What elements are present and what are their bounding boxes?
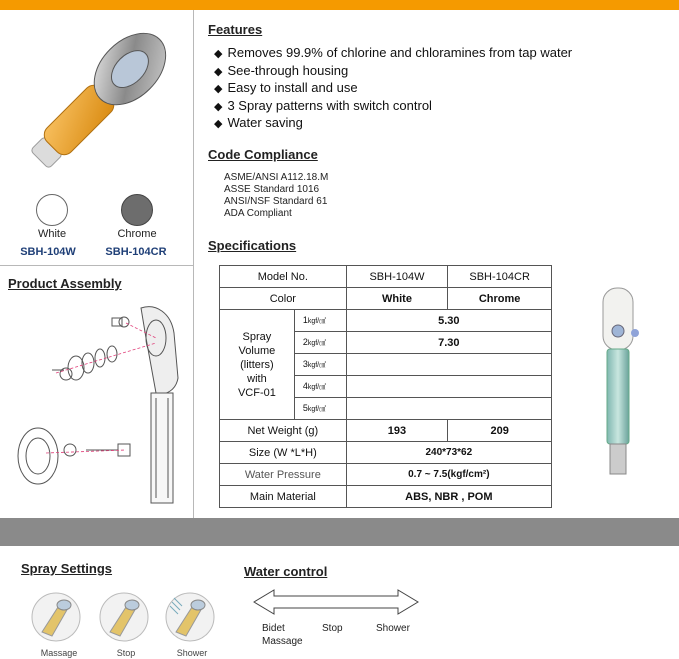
spray-volume-label-cell	[220, 310, 295, 420]
features-list	[214, 45, 572, 133]
pressure-value: 3	[302, 359, 308, 369]
feature-item: ◆ Easy to install and use	[214, 80, 572, 98]
model-cr-cell: SBH-104CR	[448, 266, 552, 288]
compliance-item: ASME/ANSI A112.18.M	[224, 172, 329, 183]
model-code-chrome: SBH-104CR	[105, 246, 167, 258]
water-control-shower: Shower	[376, 623, 410, 634]
pressure-unit: kgf/㎠	[307, 384, 327, 391]
specifications-heading: Specifications	[208, 238, 297, 253]
pressure-value: 4	[302, 381, 308, 391]
spray-mode-label: Stop	[116, 648, 136, 658]
compliance-list	[224, 172, 328, 220]
top-accent-bar	[0, 0, 679, 10]
size-label-cell: Size (W *L*H)	[220, 442, 347, 464]
model-code-white: SBH-104W	[20, 246, 76, 258]
water-control-stop: Stop	[322, 623, 343, 634]
table-row	[220, 266, 552, 288]
features-heading: Features	[208, 22, 263, 37]
pressure-value: 1	[302, 315, 308, 325]
model-w-cell: SBH-104W	[346, 266, 448, 288]
pressure-unit: kgf/㎠	[307, 318, 327, 325]
pressure-cell	[294, 354, 346, 376]
feature-item: ◆ See-through housing	[214, 63, 572, 81]
feature-item: ◆ 3 Spray patterns with switch control	[214, 98, 572, 116]
stop-mode-icon	[98, 592, 150, 642]
pressure-value: 2	[302, 337, 308, 347]
size-value-cell: 240*73*62	[346, 442, 551, 464]
compliance-item: ADA Compliant	[224, 208, 292, 219]
shower-mode-icon	[164, 592, 216, 642]
weight-label-cell: Net Weight (g)	[220, 420, 347, 442]
volume-cell: 7.30	[346, 332, 551, 354]
material-value-cell: ABS, NBR , POM	[346, 486, 551, 508]
color-cr-cell: Chrome	[448, 288, 552, 310]
feature-item: ◆ Removes 99.9% of chlorine and chloramines from tap water	[214, 45, 572, 63]
pressure-cell	[294, 332, 346, 354]
pressure-cell	[294, 398, 346, 420]
compliance-item: ANSI/NSF Standard 61	[224, 196, 328, 207]
water-control-bidet: Bidet	[262, 623, 285, 634]
pressure-unit: kgf/㎠	[307, 406, 327, 413]
pressure-value-cell: 0.7 ~ 7.5(kgf/cm²)	[346, 464, 551, 486]
spray-label-line: VCF-01	[237, 386, 276, 399]
color-swatch-white	[36, 194, 68, 226]
shower-head-photo	[6, 28, 186, 178]
spray-settings-heading: Spray Settings	[21, 561, 113, 576]
volume-cell	[346, 376, 551, 398]
model-label-cell: Model No.	[220, 266, 347, 288]
weight-w-cell: 193	[346, 420, 448, 442]
table-row	[220, 464, 552, 486]
section-separator-bar	[0, 518, 679, 546]
feature-item: ◆ Water saving	[214, 115, 572, 133]
spray-label-line: Spray	[242, 330, 272, 343]
spray-mode-label: Shower	[176, 648, 208, 658]
pressure-cell	[294, 310, 346, 332]
table-row	[220, 310, 552, 332]
spray-mode-label: Massage	[40, 648, 78, 658]
massage-mode-icon	[30, 592, 82, 642]
compliance-item: ASSE Standard 1016	[224, 184, 320, 195]
color-label-cell: Color	[220, 288, 347, 310]
column-divider	[193, 10, 194, 518]
color-w-cell: White	[346, 288, 448, 310]
table-row	[220, 420, 552, 442]
table-row	[220, 442, 552, 464]
weight-cr-cell: 209	[448, 420, 552, 442]
water-control-heading: Water control	[244, 564, 328, 579]
color-name-chrome: Chrome	[117, 228, 157, 240]
double-arrow-icon	[252, 588, 420, 616]
pressure-value: 5	[302, 403, 308, 413]
pressure-label-cell: Water Pressure	[220, 464, 347, 486]
water-control-massage: Massage	[262, 636, 303, 647]
volume-cell: 5.30	[346, 310, 551, 332]
code-compliance-heading: Code Compliance	[208, 147, 318, 162]
spray-label-line: Volume	[238, 344, 276, 357]
volume-cell	[346, 354, 551, 376]
specifications-table	[219, 265, 552, 508]
shower-head-side-photo	[592, 283, 642, 483]
pressure-cell	[294, 376, 346, 398]
color-name-white: White	[37, 228, 67, 240]
color-swatch-chrome	[121, 194, 153, 226]
table-row	[220, 288, 552, 310]
pressure-unit: kgf/㎠	[307, 340, 327, 347]
left-section-divider	[0, 265, 193, 266]
pressure-unit: kgf/㎠	[307, 362, 327, 369]
material-label-cell: Main Material	[220, 486, 347, 508]
exploded-assembly-diagram	[6, 298, 190, 513]
spray-label-line: (litters)	[240, 358, 274, 371]
table-row	[220, 486, 552, 508]
product-assembly-heading: Product Assembly	[8, 276, 122, 291]
spray-label-line: with	[247, 372, 267, 385]
volume-cell	[346, 398, 551, 420]
